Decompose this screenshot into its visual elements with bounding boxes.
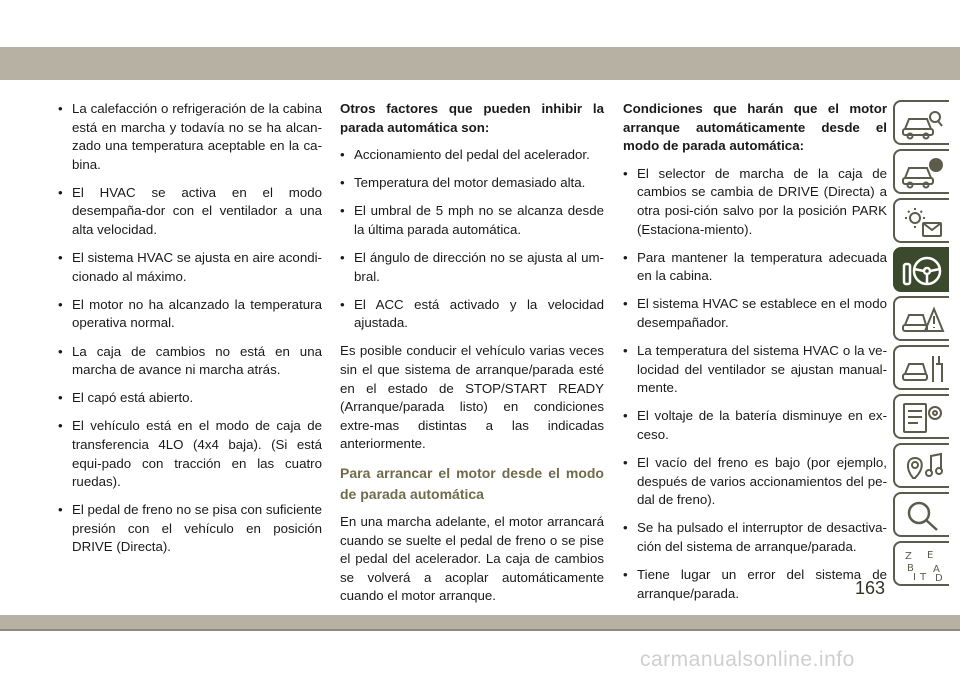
list-item: • El voltaje de la batería disminuye en ex-ceso. [623, 407, 887, 444]
list-item: • El ángulo de dirección no se ajusta al um-bral. [340, 249, 604, 286]
music-navigation-icon [901, 450, 945, 484]
steering-wheel-key-icon [901, 254, 945, 288]
list-item: • El vacío del freno es bajo (por ejemplo, después de varios accionamientos del pe-dal de freno). [623, 454, 887, 510]
header-band [0, 47, 960, 80]
page-number: 163 [855, 578, 886, 598]
paragraph: En una marcha adelante, el motor arrancará cuando se suelte el pedal de freno o se pise el pedal del acelerador. La caja de cambios se volverá a acoplar automáticamente cuando el motor arranque. [340, 514, 604, 604]
auto-restart-list [623, 165, 887, 603]
magnifier-icon [901, 499, 945, 533]
list-item: • Tiene lugar un error del sistema de arranque/parada. [623, 566, 887, 603]
tab-chapter-7[interactable] [893, 394, 949, 439]
list-item: • Para mantener la temperatura adecuada en la cabina. [623, 249, 887, 286]
svg-text:D: D [935, 573, 943, 582]
list-item: • El pedal de freno no se pisa con suficiente presión con el vehículo en posición DRIVE (Directa). [58, 501, 322, 557]
list-item: • Temperatura del motor demasiado alta. [340, 174, 604, 193]
list-item: • El sistema HVAC se establece en el modo desempañador. [623, 295, 887, 332]
tab-chapter-2[interactable] [893, 149, 949, 194]
footer-band [0, 615, 960, 629]
car-info-icon [901, 156, 945, 190]
list-item: • Accionamiento del pedal del acelerador. [340, 146, 604, 165]
tab-chapter-5[interactable] [893, 296, 949, 341]
tab-chapter-10[interactable] [893, 541, 949, 586]
auto-restart-heading: Condiciones que harán que el motor arranque automáticamente desde el modo de parada automática: [623, 101, 887, 154]
tab-chapter-9[interactable] [893, 492, 949, 537]
list-item: • El capó está abierto. [58, 389, 322, 408]
list-item: • El ACC está activado y la velocidad ajustada. [340, 296, 604, 333]
list-item: • La calefacción o refrigeración de la cabina está en marcha y todavía no se ha alcan-zado una temperatura aceptable en la ca-bina. [58, 100, 322, 174]
svg-text:A: A [933, 564, 940, 575]
chapter-tabs [893, 100, 960, 590]
list-item: • El umbral de 5 mph no se alcanza desde la última parada automática. [340, 202, 604, 239]
svg-text:T: T [920, 572, 927, 582]
list-item: • Se ha pulsado el interruptor de desactiva-ción del sistema de arranque/parada. [623, 519, 887, 556]
svg-text:B: B [907, 563, 914, 574]
car-tools-icon [901, 352, 945, 386]
tab-chapter-1[interactable] [893, 100, 949, 145]
section-title: Para arrancar el motor desde el modo de parada automática [340, 465, 604, 502]
list-item: • El motor no ha alcanzado la temperatura operativa normal. [58, 296, 322, 333]
list-item: • El selector de marcha de la caja de cambios se cambia de DRIVE (Directa) a otra posi-ción salvo por la posición PARK (Estaciona-miento). [623, 165, 887, 239]
list-item: • La temperatura del sistema HVAC o la ve-locidad del ventilador se ajustan manual-mente. [623, 342, 887, 398]
watermark: carmanualsonline.info [640, 648, 855, 671]
tab-chapter-6[interactable] [893, 345, 949, 390]
warning-triangle-car-icon [901, 303, 945, 337]
paragraph: Es posible conducir el vehículo varias veces sin el que sistema de arranque/parada esté en el estado de STOP/START READY (Arranque/parada listo) en condiciones extre-mas distintas a las indicadas anteriormente. [340, 343, 604, 452]
column-left [58, 100, 322, 566]
tab-chapter-3[interactable] [893, 198, 949, 243]
footer-line [0, 629, 960, 631]
svg-text:Z: Z [905, 551, 912, 562]
column-middle [340, 100, 604, 615]
list-item: • El sistema HVAC se ajusta en aire acondi-cionado al máximo. [58, 249, 322, 286]
list-item: • La caja de cambios no está en una marcha de avance ni marcha atrás. [58, 343, 322, 380]
column-right [623, 100, 887, 613]
svg-text:I: I [913, 572, 916, 582]
alphabet-index-icon [901, 548, 945, 582]
inhibit-conditions-list [58, 100, 322, 557]
tab-chapter-4-active[interactable] [893, 247, 949, 292]
car-search-icon [901, 107, 945, 141]
other-factors-list [340, 146, 604, 333]
svg-text:E: E [927, 550, 934, 561]
tab-chapter-8[interactable] [893, 443, 949, 488]
other-factors-heading: Otros factores que pueden inhibir la parada automática son: [340, 101, 604, 135]
dashboard-lights-message-icon [901, 205, 945, 239]
list-item: • El HVAC se activa en el modo desempaña-dor con el ventilador a una alta velocidad. [58, 184, 322, 240]
list-item: • El vehículo está en el modo de caja de transferencia 4LO (4x4 baja). (Si está equi-pado con tracción en las cuatro ruedas). [58, 417, 322, 491]
document-gear-icon [901, 401, 945, 435]
